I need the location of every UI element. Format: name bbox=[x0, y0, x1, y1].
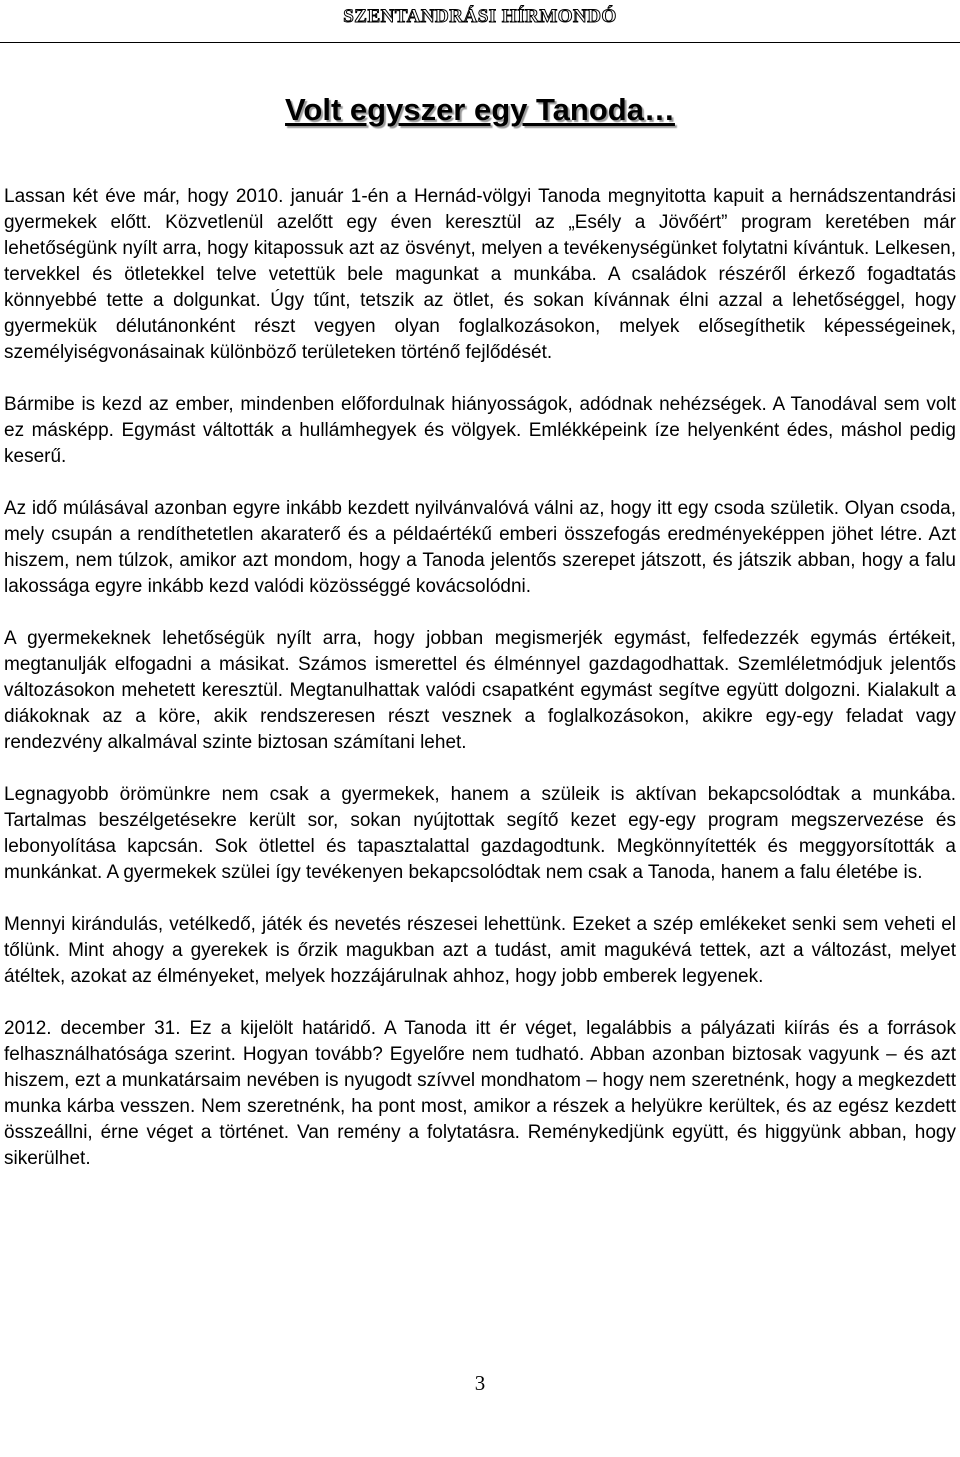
masthead: SZENTANDRÁSI HÍRMONDÓ bbox=[343, 6, 617, 27]
article-title: Volt egyszer egy Tanoda… bbox=[285, 92, 675, 127]
paragraph-1: Lassan két éve már, hogy 2010. január 1-én a Hernád-völgyi Tanoda megnyitotta kapuit a hernádszentandrási gyermekek előtt. Közvetlenül azelőtt egy éven keresztül az „Esély a Jövőért” program keretében már lehetőségünk nyílt arra, hogy kitapossuk azt az ösvényt, melyen a tevékenységünket folytatni kívántuk. Lelkesen, tervekkel és ötletekkel telve vetettük bele magunkat a munkába. A családok részéről érkező fogadtatás könnyebbé tette a dolgunkat. Úgy tűnt, tetszik az ötlet, és sokan kívánnak élni azzal a lehetőséggel, hogy gyermekük délutánonként részt vegyen olyan foglalkozásokon, melyek elősegíthetik képességeinek, személyiségvonásainak különböző területeken történő fejlődését. bbox=[4, 186, 956, 363]
header-divider bbox=[0, 42, 960, 43]
article-body bbox=[4, 184, 956, 1198]
paragraph-6: Mennyi kirándulás, vetélkedő, játék és nevetés részesei lehettünk. Ezeket a szép emlékeket senki sem veheti el tőlünk. Mint ahogy a gyerekek is őrzik magukban azt a tudást, amit magukévá tettek, azt a változást, melyet átéltek, azokat az élményeket, melyek hozzájárulnak ahhoz, hogy jobb emberek legyenek. bbox=[4, 914, 956, 987]
paragraph-5: Legnagyobb örömünkre nem csak a gyermekek, hanem a szüleik is aktívan bekapcsolódtak a munkába. Tartalmas beszélgetésekre került sor, sokan nyújtottak segítő kezet egy-egy program megszervezése és lebonyolítása kapcsán. Sok ötlettel és tapasztalattal gazdagodtunk. Megkönnyítették és meggyorsították a munkánkat. A gyermekek szülei így tevékenyen bekapcsolódtak nem csak a Tanoda, hanem a falu életébe is. bbox=[4, 784, 956, 883]
page-number: 3 bbox=[474, 1371, 486, 1395]
paragraph-2: Bármibe is kezd az ember, mindenben előfordulnak hiányosságok, adódnak nehézségek. A Tanodával sem volt ez másképp. Egymást váltották a hullámhegyek és völgyek. Emlékképeink íze helyenként édes, máshol pedig keserű. bbox=[4, 394, 956, 467]
paragraph-7: 2012. december 31. Ez a kijelölt határidő. A Tanoda itt ér véget, legalábbis a pályázati kiírás és a források felhasználhatósága szerint. Hogyan tovább? Egyelőre nem tudható. Abban azonban biztosak vagyunk – és azt hiszem, ezt a munkatársaim nevében is nyugodt szívvel mondhatom – hogy nem szeretnénk, hogy a megkezdett munka kárba vesszen. Nem szeretnénk, ha pont most, amikor a részek a helyükre kerültek, és az egész kezdett összeállni, érne véget a történet. Van remény a folytatásra. Reménykedjünk együtt, és higgyünk abban, hogy sikerülhet. bbox=[4, 1018, 956, 1169]
paragraph-4: A gyermekeknek lehetőségük nyílt arra, hogy jobban megismerjék egymást, felfedezzék egymás értékeit, megtanulják elfogadni a másikat. Számos ismerettel és élménnyel gazdagodhattak. Szemléletmódjuk jelentős változásokon mehetett keresztül. Megtanulhattak valódi csapatként egymást segítve együtt dolgozni. Kialakult a diákoknak az a köre, akik rendszeresen részt vesznek a foglalkozásokon, akikre egy-egy feladat vagy rendezvény alkalmával szinte biztosan számítani lehet. bbox=[4, 628, 956, 753]
paragraph-3: Az idő múlásával azonban egyre inkább kezdett nyilvánvalóvá válni az, hogy itt egy csoda születik. Olyan csoda, mely csupán a rendíthetetlen akaraterő és a példaértékű emberi összefogás eredményeképpen jöhet létre. Azt hiszem, nem túlzok, amikor azt mondom, hogy a Tanoda jelentős szerepet játszott, és játszik abban, hogy a falu lakossága egyre inkább kezd valódi közösséggé kovácsolódni. bbox=[4, 498, 956, 597]
